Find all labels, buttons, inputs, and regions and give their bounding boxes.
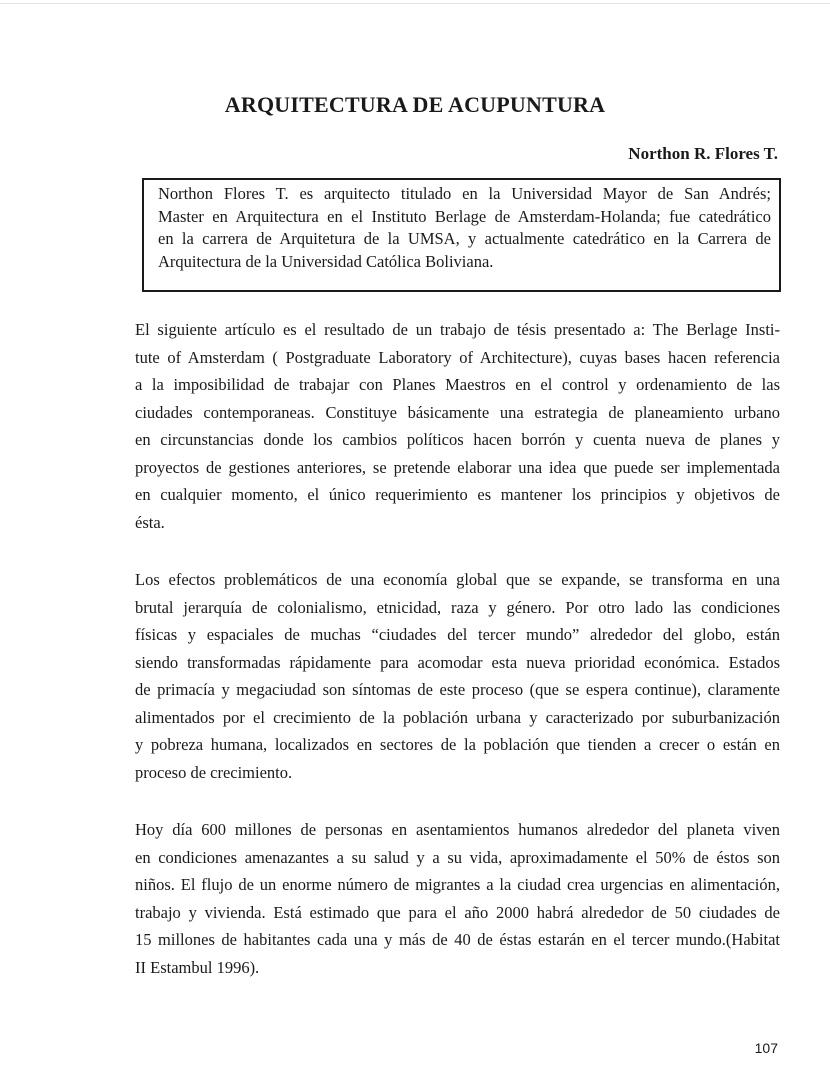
author-name: Northon R. Flores T. xyxy=(628,144,778,163)
text-line: en cualquier momento, el único requerimiento es mantener los principios y objetivos de xyxy=(135,485,780,504)
text-line: proyectos de gestiones anteriores, se pretende elaborar una idea que puede ser implementada xyxy=(135,457,780,477)
text-line: El siguiente artículo es el resultado de un trabajo de tésis presentado a: The Berlage Insti- xyxy=(135,320,780,339)
text-line: trabajo y vivienda. Está estimado que para el año 2000 habrá alrededor de 50 ciudades de xyxy=(135,902,780,922)
text-line: alimentados por el crecimiento de la población urbana y caracterizado por suburbanización xyxy=(135,707,780,727)
paragraph-settlements xyxy=(135,816,780,981)
text-line: ciudades contemporaneas. Constituye básicamente una estrategia de planeamiento urbano xyxy=(135,402,780,422)
page-number: 107 xyxy=(754,1040,778,1056)
text-line: en circunstancias donde los cambios políticos hacen borrón y cuenta nueva de planes y xyxy=(135,430,780,449)
text-line: niños. El flujo de un enorme número de migrantes a la ciudad crea urgencias en alimentación, xyxy=(135,875,780,894)
text-line: siendo transformadas rápidamente para acomodar esta nueva prioridad económica. Estados xyxy=(135,652,780,672)
text-line: brutal jerarquía de colonialismo, etnicidad, raza y género. Por otro lado las condiciones xyxy=(135,597,780,617)
text-line: en condiciones amenazantes a su salud y a su vida, aproximadamente el 50% de éstos son xyxy=(135,847,780,867)
text-line: de primacía y megaciudad son síntomas de este proceso (que se espera continue), claramente xyxy=(135,680,780,699)
bio-line: Master en Arquitectura en el Instituto Berlage de Amsterdam-Holanda; fue catedrático xyxy=(158,206,771,226)
paragraph-global-economy xyxy=(135,566,780,786)
bio-line: Northon Flores T. es arquitecto titulado en la Universidad Mayor de San Andrés; xyxy=(158,184,771,203)
text-line: y pobreza humana, localizados en sectores de la población que tienden a crecer o están en xyxy=(135,735,780,754)
text-line: Hoy día 600 millones de personas en asentamientos humanos alrededor del planeta viven xyxy=(135,820,780,839)
bio-line: en la carrera de Arquitetura de la UMSA, y actualmente catedrático en la Carrera de xyxy=(158,229,771,248)
text-line: II Estambul 1996). xyxy=(135,957,260,977)
paragraph-thesis-intro xyxy=(135,316,780,536)
text-line: a la imposibilidad de trabajar con Planes Maestros en el control y ordenamiento de las xyxy=(135,375,780,394)
text-line: físicas y espaciales de muchas “ciudades del tercer mundo” alrededor del globo, están xyxy=(135,625,780,644)
text-line: proceso de crecimiento. xyxy=(135,762,293,782)
article-title: ARQUITECTURA DE ACUPUNTURA xyxy=(224,92,606,117)
text-line: 15 millones de habitantes cada una y más de 40 de éstas estarán en el tercer mundo.(Habitat xyxy=(135,930,780,949)
text-line: ésta. xyxy=(135,512,165,532)
bio-line: Arquitectura de la Universidad Católica Boliviana. xyxy=(158,251,494,271)
text-line: Los efectos problemáticos de una economía global que se expande, se transforma en una xyxy=(135,570,780,589)
text-line: tute of Amsterdam ( Postgraduate Laboratory of Architecture), cuyas bases hacen referencia xyxy=(135,347,780,367)
author-bio-box xyxy=(142,178,781,292)
scan-top-edge xyxy=(0,3,830,4)
